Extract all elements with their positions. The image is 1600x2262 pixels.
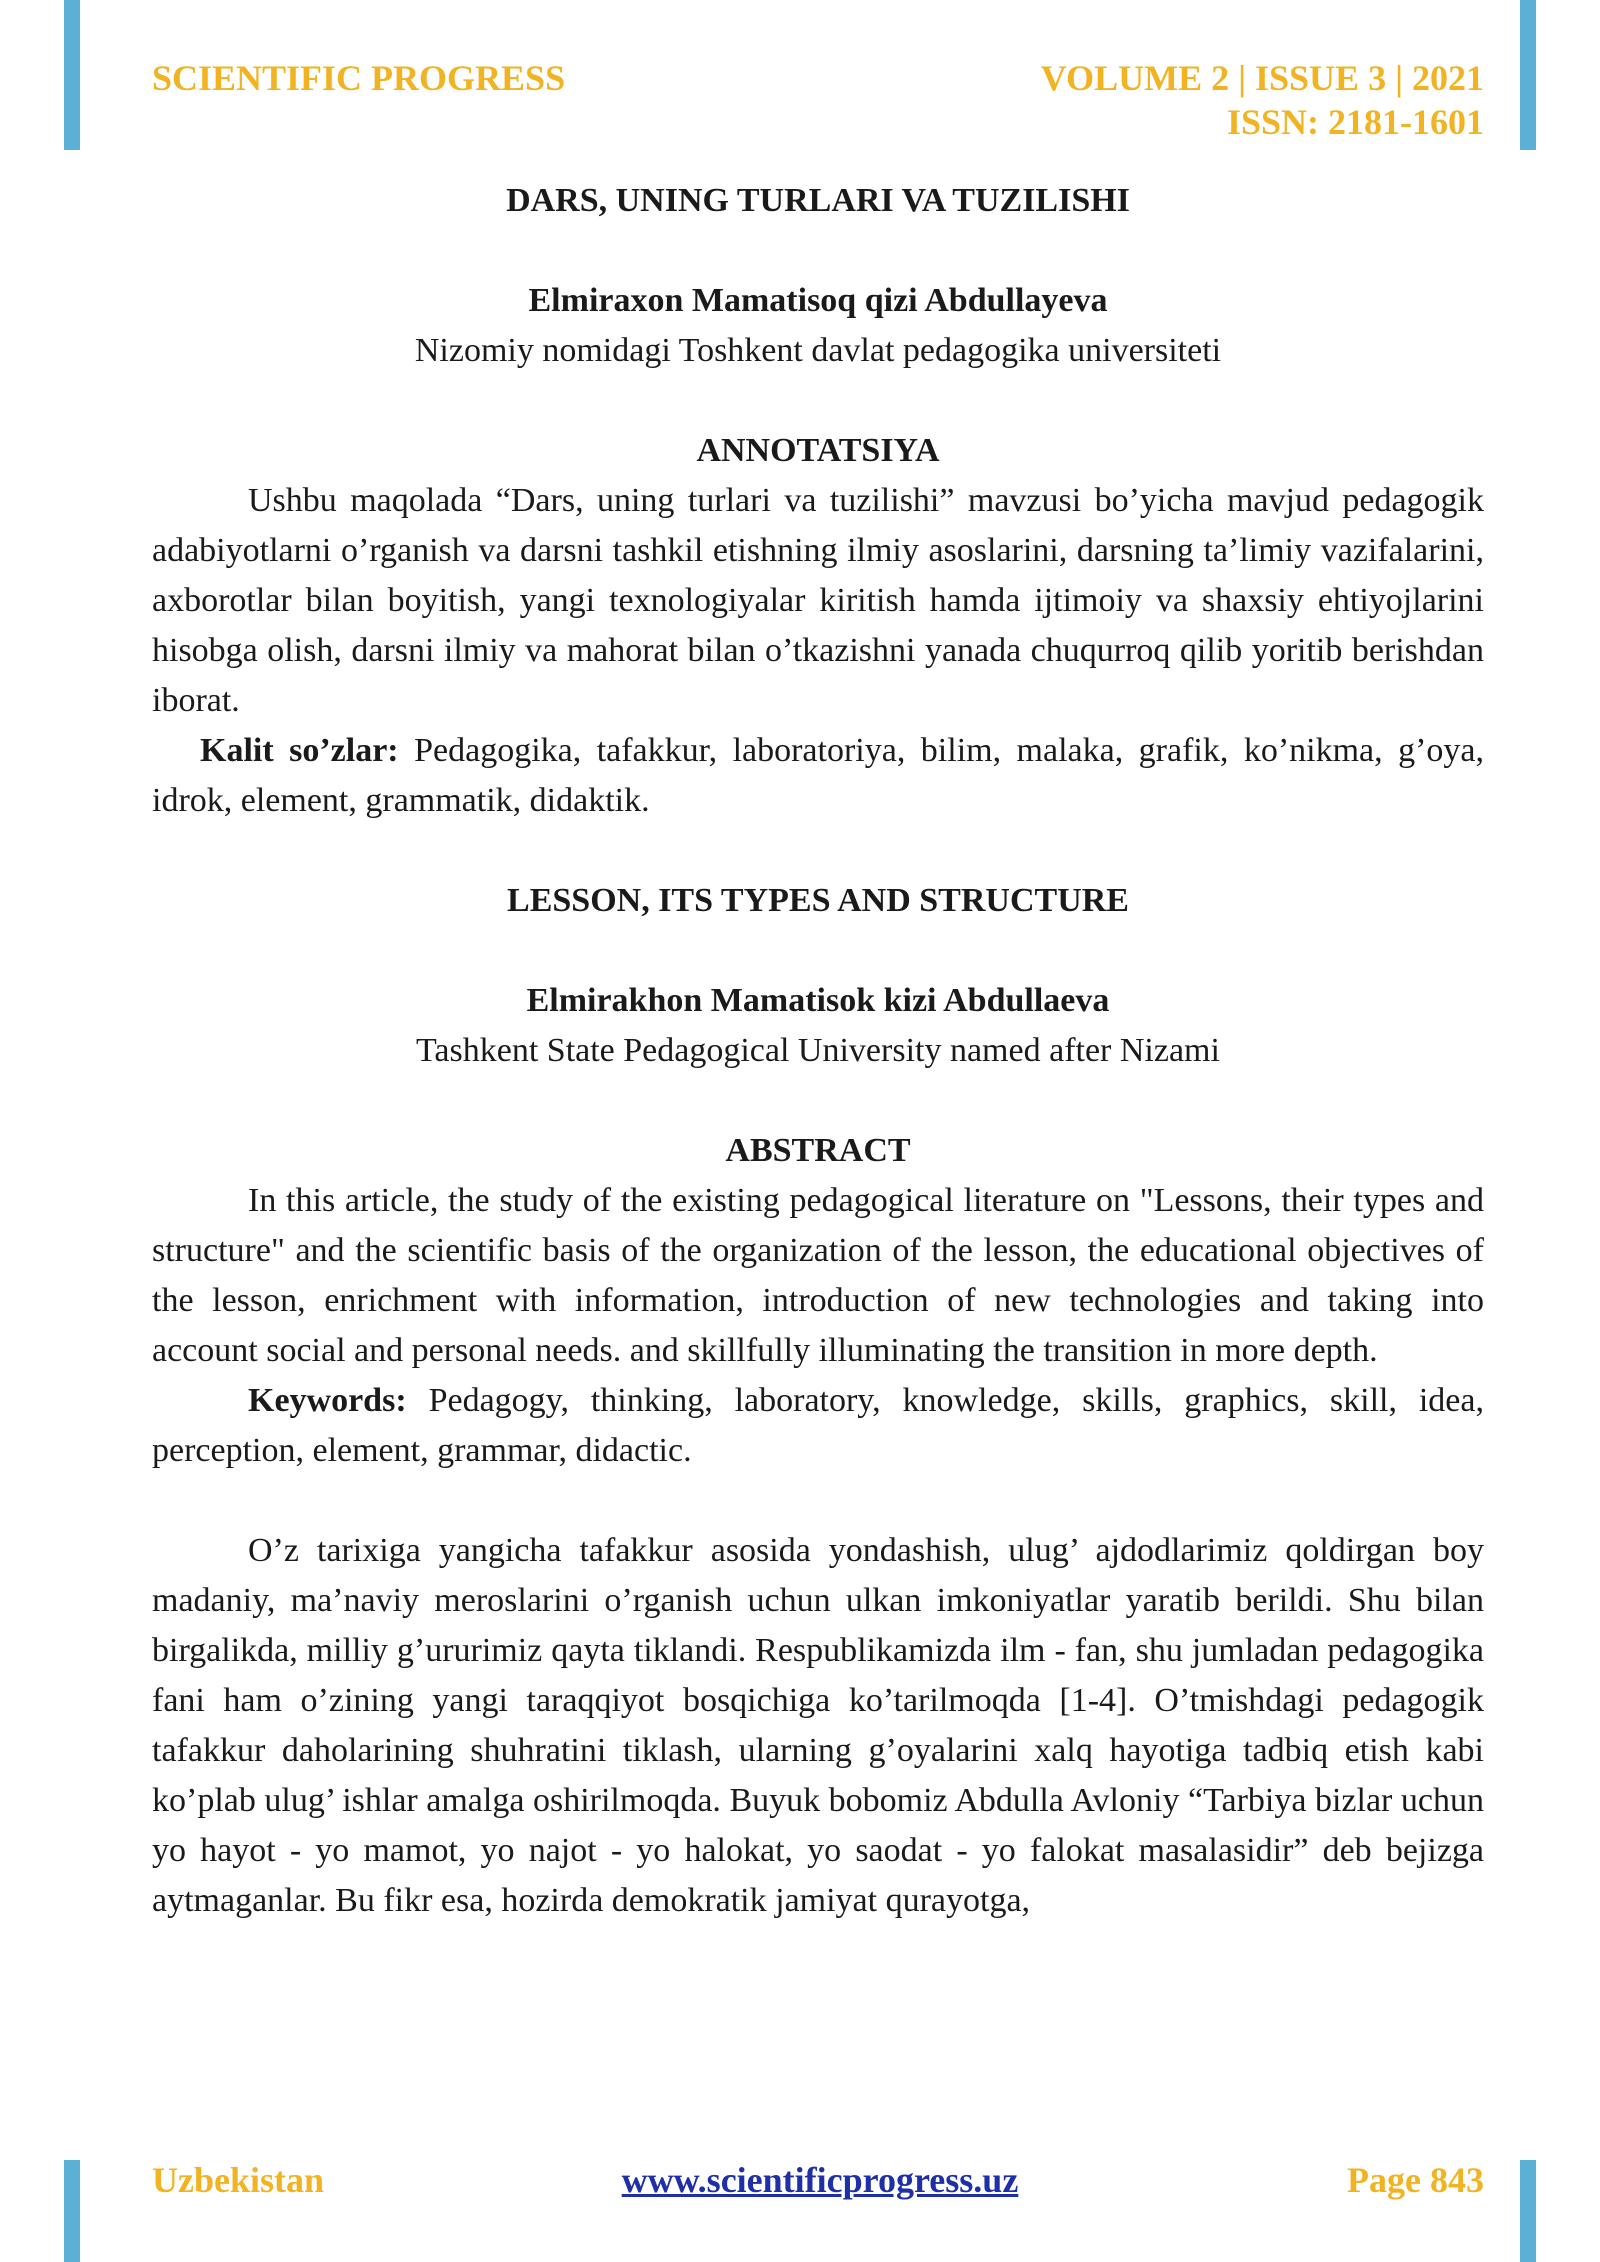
- en-keywords-text: Pedagogy, thinking, laboratory, knowledge, skills, graphics, skill, idea, perception, element, grammar, didactic.: [152, 1382, 1484, 1469]
- en-keywords: [152, 1376, 1484, 1476]
- article-content: [152, 176, 1484, 1926]
- uz-keywords-text: Pedagogika, tafakkur, laboratoriya, bilim, malaka, grafik, ko’nikma, g’oya, idrok, element, grammatik, didaktik.: [152, 732, 1484, 819]
- body-paragraph: O’z tarixiga yangicha tafakkur asosida yondashish, ulug’ ajdodlarimiz qoldirgan boy madaniy, ma’naviy meroslarini o’rganish uchun ulkan imkoniyatlar yaratib berildi. Shu bilan birgalikda, milliy g’ururimiz qayta tiklandi. Respublikamizda ilm - fan, shu jumladan pedagogika fani ham o’zining yangi taraqqiyot bosqichiga ko’tarilmoqda [1-4]. O’tmishdagi pedagogik tafakkur daholarining shuhratini tiklash, ularning g’oyalarini xalq hayotiga tadbiq etish kabi ko’plab ulug’ ishlar amalga oshirilmoqda. Buyuk bobomiz Abdulla Avloniy “Tarbiya bizlar uchun yo hayot - yo mamot, yo najot - yo halokat, yo saodat - yo falokat masalasidir” deb bejizga aytmaganlar. Bu fikr esa, hozirda demokratik jamiyat qurayotga,: [152, 1532, 1484, 1919]
- issn: ISSN: 2181-1601: [1226, 102, 1484, 142]
- uz-title: DARS, UNING TURLARI VA TUZILISHI: [506, 182, 1130, 219]
- uz-abstract: Ushbu maqolada “Dars, uning turlari va tuzilishi” mavzusi bo’yicha mavjud pedagogik adabiyotlarni o’rganish va darsni tashkil etishning ilmiy asoslarini, darsning ta’limiy vazifalarini, axborotlar bilan boyitish, yangi texnologiyalar kiritish hamda ijtimoiy va shaxsiy ehtiyojlarini hisobga olish, darsni ilmiy va mahorat bilan o’tkazishni yanada chuqurroq qilib yoritib berishdan iborat.: [152, 482, 1484, 719]
- decorative-bar-top-left: [64, 0, 80, 150]
- en-keywords-label: Keywords:: [248, 1382, 407, 1419]
- en-affiliation: Tashkent State Pedagogical University named after Nizami: [416, 1032, 1220, 1069]
- uz-author: Elmiraxon Mamatisoq qizi Abdullayeva: [528, 282, 1108, 319]
- footer-country: Uzbekistan: [152, 2160, 325, 2200]
- footer-website-link[interactable]: www.scientificprogress.uz: [621, 2160, 1019, 2200]
- uz-keywords-label: Kalit so’zlar:: [200, 732, 399, 769]
- en-author: Elmirakhon Mamatisok kizi Abdullaeva: [526, 982, 1110, 1019]
- issue-info: [1041, 56, 1484, 144]
- en-abstract: In this article, the study of the existing pedagogical literature on "Lessons, their types and structure" and the scientific basis of the organization of the lesson, the educational objectives of the lesson, enrichment with information, introduction of new technologies and taking into account social and personal needs. and skillfully illuminating the transition in more depth.: [152, 1182, 1484, 1369]
- en-title: LESSON, ITS TYPES AND STRUCTURE: [507, 882, 1129, 919]
- uz-keywords: [152, 726, 1484, 826]
- uz-affiliation: Nizomiy nomidagi Toshkent davlat pedagogika universiteti: [414, 332, 1222, 369]
- journal-name: SCIENTIFIC PROGRESS: [152, 58, 566, 98]
- en-abstract-heading: ABSTRACT: [725, 1132, 911, 1169]
- volume-issue: VOLUME 2 | ISSUE 3 | 2021: [1040, 58, 1484, 98]
- uz-abstract-heading: ANNOTATSIYA: [696, 432, 940, 469]
- decorative-bar-top-right: [1520, 0, 1536, 150]
- footer-page-number: Page 843: [1347, 2160, 1484, 2200]
